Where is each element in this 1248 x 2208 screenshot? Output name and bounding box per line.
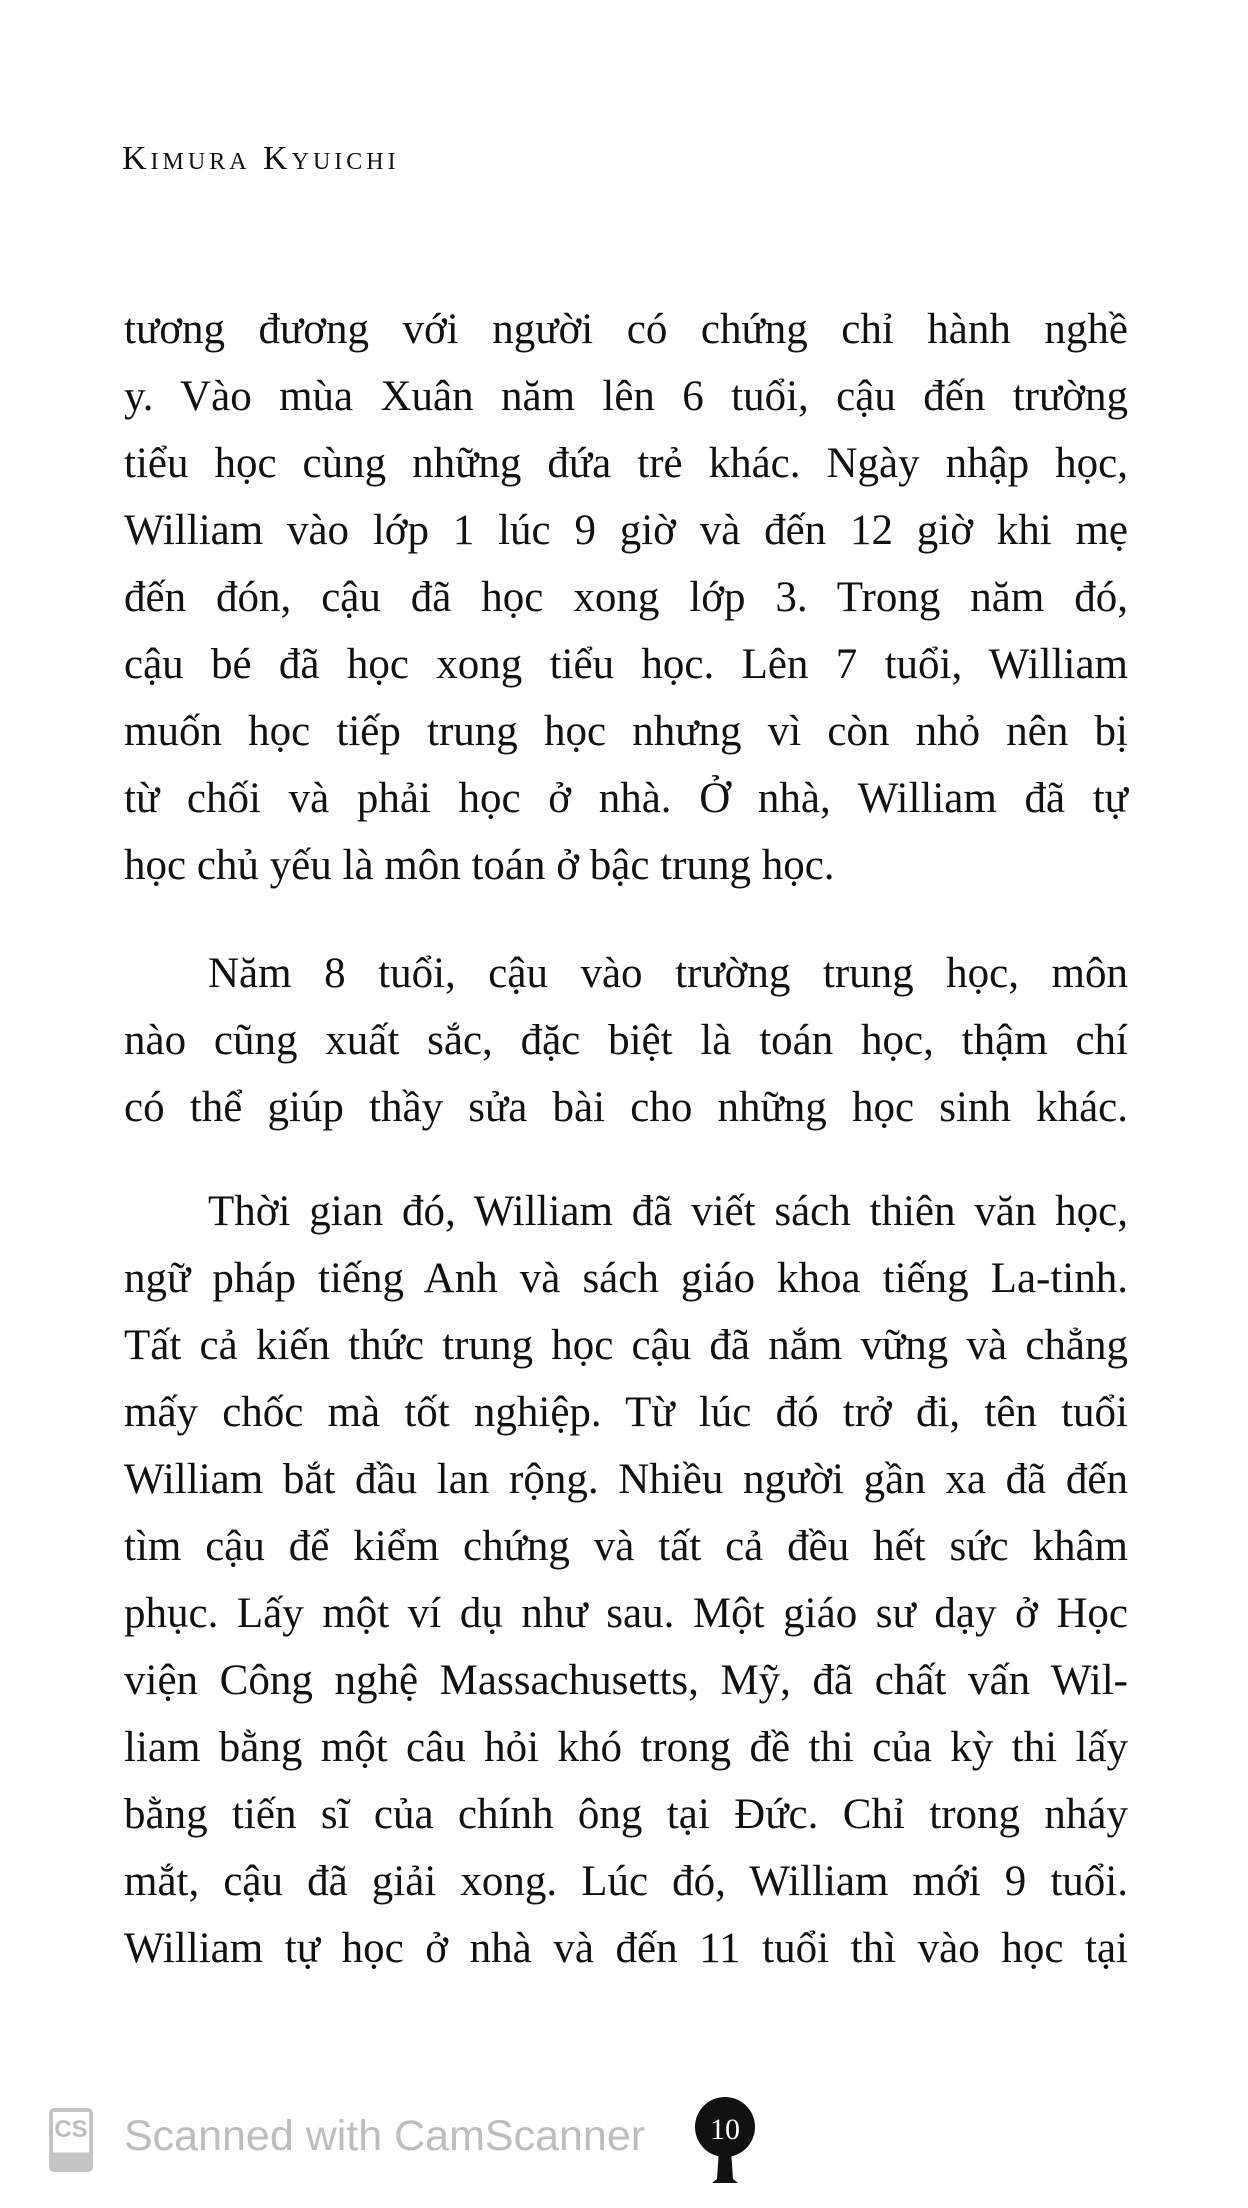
- text-line: học chủ yếu là môn toán ở bậc trung học.: [124, 842, 835, 889]
- paragraph-3: [124, 1178, 1128, 1982]
- watermark-text: Scanned with CamScanner: [124, 2112, 646, 2160]
- text-line: Thời gian đó, William đã viết sách thiên văn học,: [208, 1188, 1128, 1235]
- text-line: từ chối và phải học ở nhà. Ở nhà, William đã tự: [124, 775, 1128, 822]
- text-line: mấy chốc mà tốt nghiệp. Từ lúc đó trở đi, tên tuổi: [124, 1389, 1128, 1436]
- camscanner-logo-icon: CS: [49, 2108, 93, 2172]
- page-number: 10: [710, 2113, 740, 2146]
- text-line: đến đón, cậu đã học xong lớp 3. Trong năm đó,: [124, 574, 1128, 621]
- text-line: nào cũng xuất sắc, đặc biệt là toán học, thậm chí: [124, 1017, 1128, 1064]
- text-line: tương đương với người có chứng chỉ hành nghề: [124, 306, 1128, 353]
- text-line: Tất cả kiến thức trung học cậu đã nắm vững và chẳng: [124, 1322, 1128, 1369]
- text-line: liam bằng một câu hỏi khó trong đề thi của kỳ thi lấy: [124, 1724, 1128, 1771]
- text-line: y. Vào mùa Xuân năm lên 6 tuổi, cậu đến trường: [124, 373, 1128, 420]
- paragraph-1: [124, 296, 1128, 899]
- paragraph-2: [124, 940, 1128, 1141]
- page-number-tree-icon: [690, 2095, 760, 2185]
- text-line: tìm cậu để kiểm chứng và tất cả đều hết sức khâm: [124, 1523, 1128, 1570]
- text-line: có thể giúp thầy sửa bài cho những học sinh khác.: [124, 1084, 1128, 1131]
- text-line: cậu bé đã học xong tiểu học. Lên 7 tuổi, William: [124, 641, 1128, 688]
- text-line: William vào lớp 1 lúc 9 giờ và đến 12 giờ khi mẹ: [124, 507, 1128, 554]
- text-line: phục. Lấy một ví dụ như sau. Một giáo sư dạy ở Học: [124, 1590, 1128, 1637]
- text-line: William tự học ở nhà và đến 11 tuổi thì vào học tại: [124, 1925, 1128, 1972]
- text-line: tiểu học cùng những đứa trẻ khác. Ngày nhập học,: [124, 440, 1128, 487]
- text-line: bằng tiến sĩ của chính ông tại Đức. Chỉ trong nháy: [124, 1791, 1128, 1838]
- text-line: viện Công nghệ Massachusetts, Mỹ, đã chất vấn Wil-: [124, 1657, 1128, 1704]
- running-head: Kimura Kyuichi: [122, 140, 400, 177]
- text-line: mắt, cậu đã giải xong. Lúc đó, William mới 9 tuổi.: [124, 1858, 1128, 1905]
- text-line: muốn học tiếp trung học nhưng vì còn nhỏ nên bị: [124, 708, 1128, 755]
- text-line: ngữ pháp tiếng Anh và sách giáo khoa tiếng La-tinh.: [124, 1255, 1128, 1302]
- text-line: Năm 8 tuổi, cậu vào trường trung học, môn: [208, 950, 1128, 997]
- text-line: William bắt đầu lan rộng. Nhiều người gần xa đã đến: [124, 1456, 1128, 1503]
